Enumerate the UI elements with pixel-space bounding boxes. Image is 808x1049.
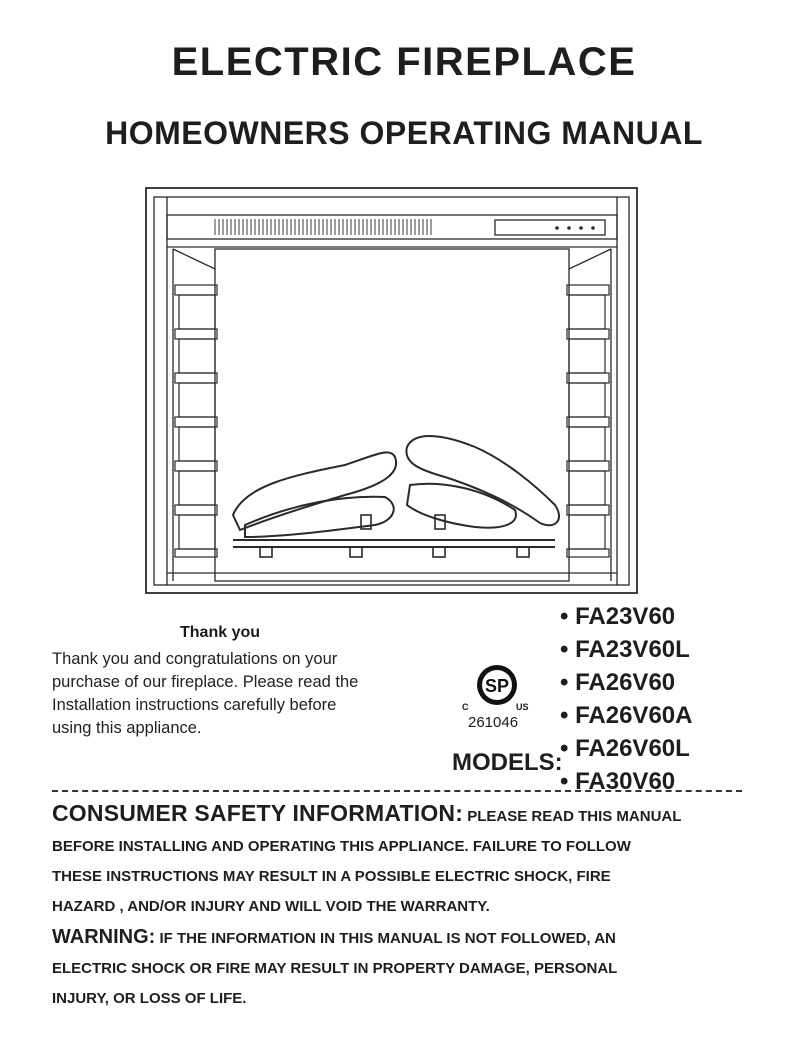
warning-heading-line <box>52 922 752 954</box>
fireplace-illustration <box>145 185 640 595</box>
warning-line: INJURY, OR LOSS OF LIFE. <box>52 990 247 1007</box>
cert-us-label: US <box>516 702 529 712</box>
warning-heading-tail: IF THE INFORMATION IN THIS MANUAL IS NOT FOLLOWED, AN <box>159 930 616 947</box>
cert-c-label: C <box>462 702 469 712</box>
models-label: MODELS: <box>452 749 563 776</box>
model-list <box>560 600 692 798</box>
safety-heading-line <box>52 798 752 832</box>
thank-you-heading: Thank you <box>180 624 261 641</box>
model-item: • FA26V60A <box>560 702 693 729</box>
document-title: ELECTRIC FIREPLACE <box>171 40 637 84</box>
safety-line: BEFORE INSTALLING AND OPERATING THIS APPLIANCE. FAILURE TO FOLLOW <box>52 838 631 855</box>
safety-heading-tail: PLEASE READ THIS MANUAL <box>467 808 682 825</box>
thank-you-line: using this appliance. <box>52 719 202 737</box>
safety-line: THESE INSTRUCTIONS MAY RESULT IN A POSSIBLE ELECTRIC SHOCK, FIRE <box>52 868 611 885</box>
model-item: • FA26V60L <box>560 735 690 762</box>
model-item: • FA23V60 <box>560 603 676 630</box>
model-item: • FA23V60L <box>560 636 690 663</box>
warning-line: ELECTRIC SHOCK OR FIRE MAY RESULT IN PROPERTY DAMAGE, PERSONAL <box>52 960 618 977</box>
safety-heading: CONSUMER SAFETY INFORMATION: <box>52 800 464 826</box>
document-subtitle: HOMEOWNERS OPERATING MANUAL <box>105 115 703 151</box>
warning-heading: WARNING: <box>52 926 156 948</box>
thank-you-line: purchase of our fireplace. Please read the <box>52 673 359 691</box>
safety-line: HAZARD , AND/OR INJURY AND WILL VOID THE WARRANTY. <box>52 898 490 915</box>
safety-section <box>52 798 752 1014</box>
dashed-divider <box>52 790 742 792</box>
thank-you-line: Thank you and congratulations on your <box>52 650 338 668</box>
csa-mark-text: SP <box>484 676 510 696</box>
thank-you-message <box>52 648 412 740</box>
model-item: • FA26V60 <box>560 669 676 696</box>
thank-you-line: Installation instructions carefully before <box>52 696 337 714</box>
cert-number: 261046 <box>468 714 519 731</box>
model-item: • FA30V60 <box>560 768 676 795</box>
csa-certification-mark <box>452 658 542 738</box>
